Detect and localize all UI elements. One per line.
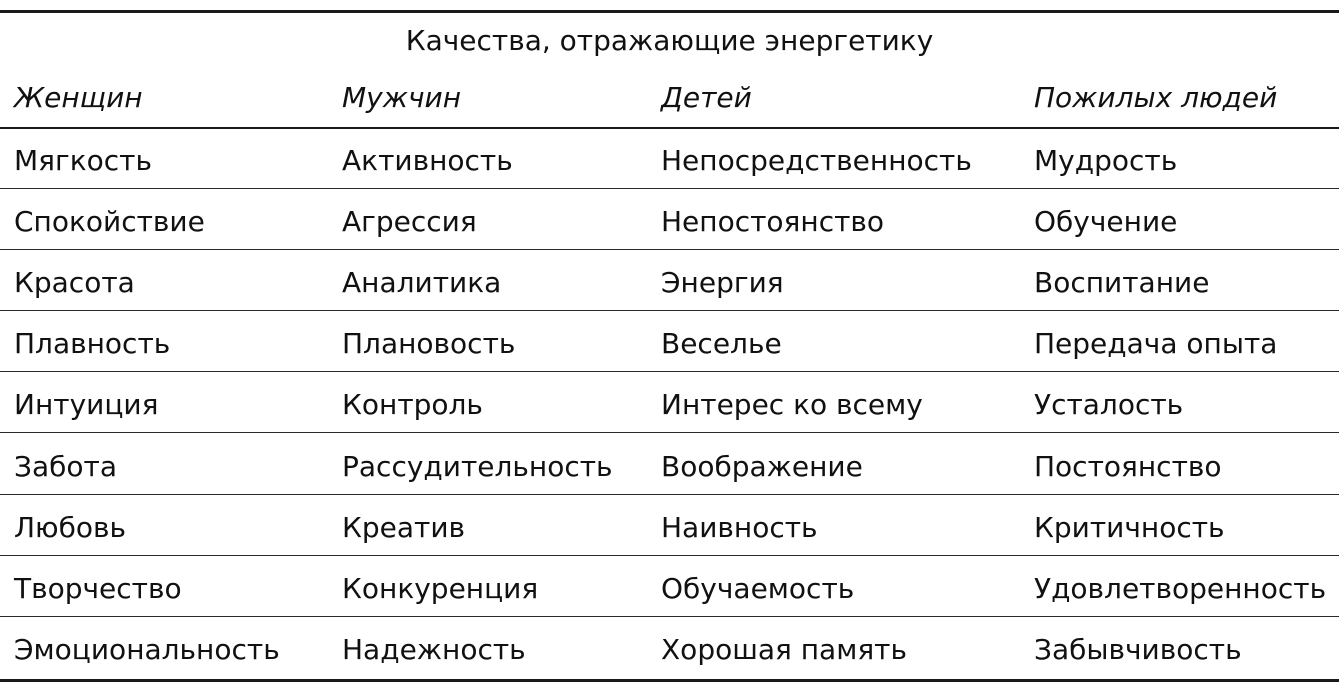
cell-children: Хорошая память xyxy=(661,632,907,666)
cell-elderly: Усталость xyxy=(1034,388,1184,422)
cell-women: Мягкость xyxy=(14,144,152,177)
table-row xyxy=(0,190,1339,250)
row-divider xyxy=(0,188,1339,189)
cell-women: Эмоциональность xyxy=(14,632,280,666)
table-bottom-rule xyxy=(0,679,1339,682)
cell-women: Плавность xyxy=(14,327,171,361)
row-divider xyxy=(0,371,1339,372)
cell-elderly: Мудрость xyxy=(1034,144,1178,177)
cell-women: Спокойствие xyxy=(14,205,205,239)
cell-women: Интуиция xyxy=(14,388,159,422)
cell-men: Агрессия xyxy=(342,205,477,239)
table-row xyxy=(0,557,1339,617)
cell-children: Непостоянство xyxy=(661,205,885,239)
cell-men: Активность xyxy=(342,144,513,177)
row-divider xyxy=(0,310,1339,311)
cell-men: Аналитика xyxy=(342,266,502,300)
cell-children: Непосредственность xyxy=(661,144,972,177)
cell-elderly: Критичность xyxy=(1034,510,1225,544)
cell-elderly: Воспитание xyxy=(1034,266,1210,300)
cell-women: Творчество xyxy=(14,571,182,605)
header-children: Детей xyxy=(661,81,752,114)
cell-women: Красота xyxy=(14,266,135,300)
table-row xyxy=(0,312,1339,372)
table-row xyxy=(0,435,1339,495)
cell-men: Креатив xyxy=(342,510,466,544)
row-divider xyxy=(0,249,1339,250)
cell-men: Конкуренция xyxy=(342,571,539,605)
cell-elderly: Постоянство xyxy=(1034,449,1222,483)
cell-elderly: Удовлетворенность xyxy=(1034,571,1327,605)
cell-women: Любовь xyxy=(14,510,127,544)
header-men: Мужчин xyxy=(342,81,461,114)
table-row xyxy=(0,373,1339,433)
cell-men: Рассудительность xyxy=(342,449,613,483)
cell-children: Обучаемость xyxy=(661,571,855,605)
cell-men: Плановость xyxy=(342,327,516,361)
header-women: Женщин xyxy=(14,81,143,114)
table-top-rule xyxy=(0,10,1339,13)
cell-children: Воображение xyxy=(661,449,863,483)
header-elderly: Пожилых людей xyxy=(1034,81,1278,114)
cell-children: Энергия xyxy=(661,266,784,300)
cell-elderly: Обучение xyxy=(1034,205,1178,239)
table-row xyxy=(0,129,1339,189)
cell-women: Забота xyxy=(14,449,117,483)
cell-children: Наивность xyxy=(661,510,818,544)
cell-elderly: Передача опыта xyxy=(1034,327,1278,361)
table-row xyxy=(0,251,1339,311)
row-divider xyxy=(0,616,1339,617)
cell-children: Веселье xyxy=(661,327,782,361)
row-divider xyxy=(0,432,1339,433)
table-row xyxy=(0,618,1339,678)
row-divider xyxy=(0,555,1339,556)
table-title: Качества, отражающие энергетику xyxy=(405,24,934,57)
cell-elderly: Забывчивость xyxy=(1034,632,1242,666)
cell-men: Надежность xyxy=(342,632,526,666)
row-divider xyxy=(0,494,1339,495)
cell-children: Интерес ко всему xyxy=(661,388,923,422)
table-row xyxy=(0,496,1339,556)
cell-men: Контроль xyxy=(342,388,483,422)
